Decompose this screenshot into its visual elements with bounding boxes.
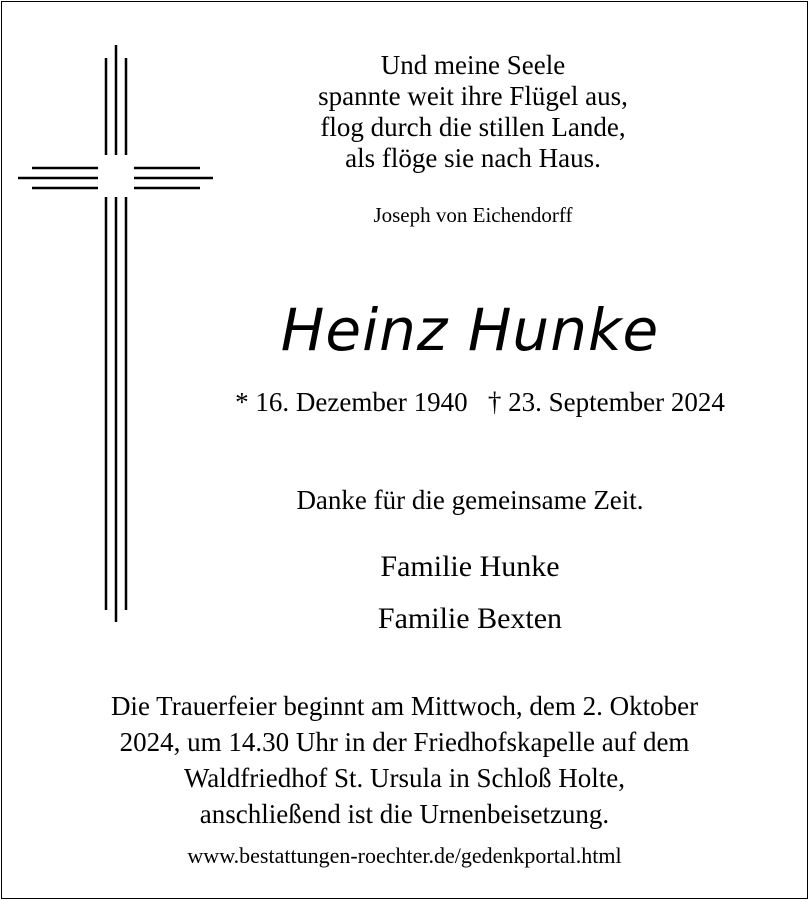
ceremony-line: anschließend ist die Urnenbeisetzung.: [199, 799, 610, 829]
poem-line: als flöge sie nach Haus.: [345, 143, 601, 173]
poem-line: Und meine Seele: [380, 50, 566, 80]
ceremony-line: 2024, um 14.30 Uhr in der Friedhofskapelle auf dem: [119, 727, 690, 757]
poem-author: Joseph von Eichendorff: [373, 203, 573, 227]
life-dates: [160, 387, 800, 418]
poem: [248, 50, 698, 174]
family-name: Familie Hunke: [380, 550, 560, 583]
death-date: † 23. September 2024: [487, 387, 725, 417]
thanks-text: Danke für die gemeinsame Zeit.: [296, 485, 644, 515]
deceased-name: Heinz Hunke: [280, 296, 660, 364]
ceremony-line: Die Trauerfeier beginnt am Mittwoch, dem 2. Oktober: [110, 691, 699, 721]
ceremony-line: Waldfriedhof St. Ursula in Schloß Holte,: [183, 763, 625, 793]
family-name: Familie Bexten: [377, 602, 563, 635]
birth-date: * 16. Dezember 1940: [235, 387, 468, 417]
poem-line: flog durch die stillen Lande,: [320, 112, 626, 142]
ceremony-info: [20, 688, 789, 832]
poem-line: spannte weit ihre Flügel aus,: [318, 81, 628, 111]
memorial-portal-link[interactable]: www.bestattungen-roechter.de/gedenkportal.html: [187, 843, 622, 868]
